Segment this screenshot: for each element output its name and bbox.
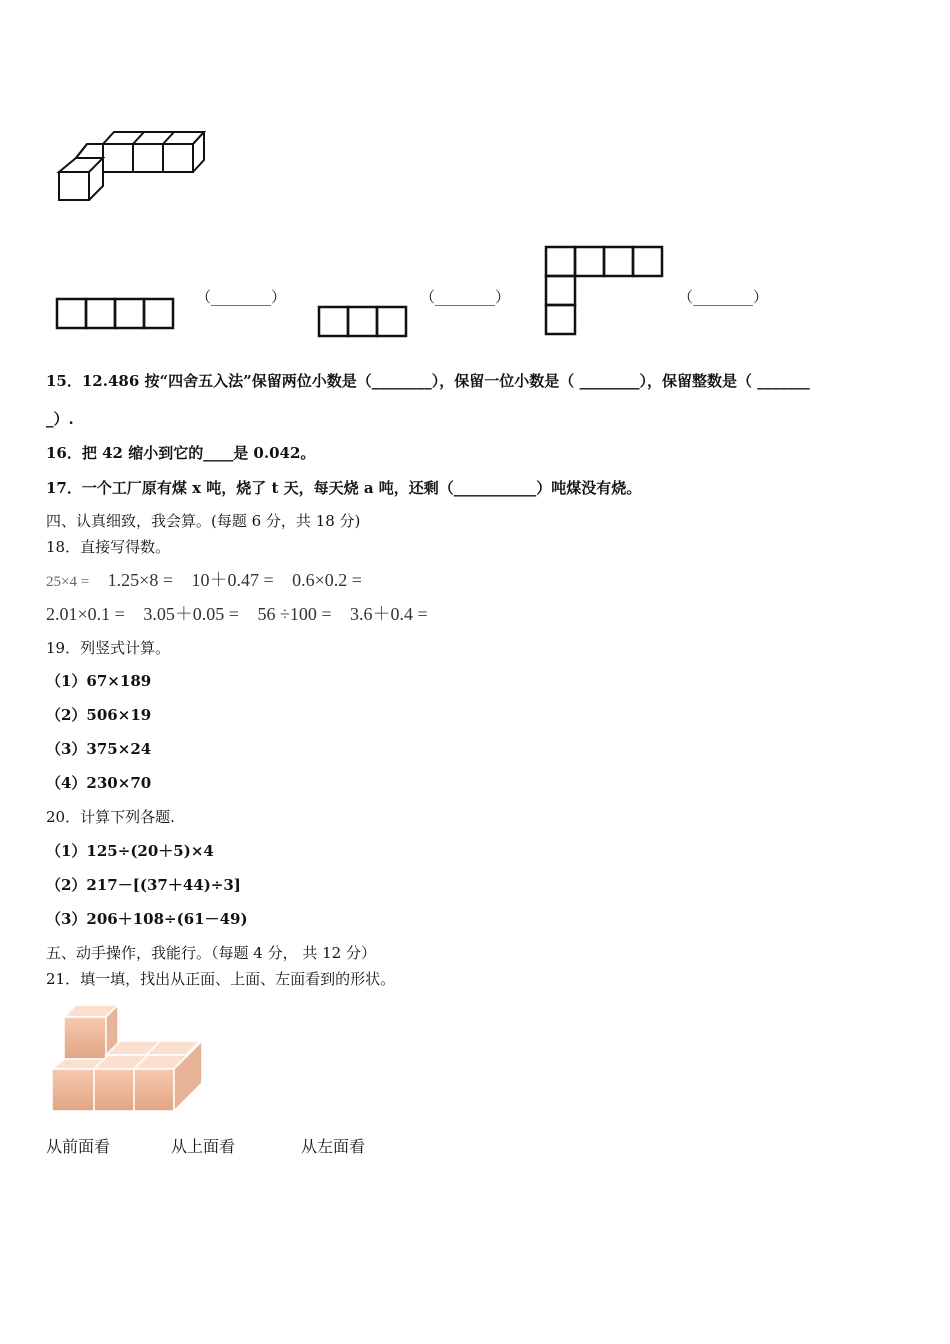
question-17: 17．一个工厂原有煤 x 吨，烧了 t 天，每天烧 a 吨，还剩（___________）吨煤没有烧。 <box>46 479 642 497</box>
q18-expr: 56 ÷100 = <box>257 604 332 624</box>
q19-item: （3）375×24 <box>46 740 152 758</box>
q18-expr: 1.25×8 = <box>107 570 173 590</box>
q20-item: （2）217－[(37＋44)÷3] <box>46 876 241 894</box>
label-top-view: 从上面看 <box>171 1137 236 1156</box>
view-shape-three-squares <box>318 306 410 338</box>
question-15-line1: 15．12.486 按“四舍五入法”保留两位小数是（________），保留一位小数是（ ________），保留整数是（ _______ <box>46 372 810 390</box>
q18-row-1 <box>46 566 376 592</box>
view-shape-four-squares <box>56 298 176 330</box>
blank-2: （________） <box>420 288 511 306</box>
question-20-title: 20．计算下列各题. <box>46 808 175 826</box>
cube-stack-figure <box>50 1003 206 1113</box>
question-21-title: 21．填一填，找出从正面、上面、左面看到的形状。 <box>46 970 396 988</box>
q18-row-2 <box>46 600 442 626</box>
question-19-title: 19．列竖式计算。 <box>46 639 171 657</box>
label-front-view: 从前面看 <box>46 1137 111 1156</box>
q20-item: （3）206＋108÷(61－49) <box>46 910 248 928</box>
q18-expr: 25×4 = <box>46 574 90 590</box>
question-18-title: 18．直接写得数。 <box>46 538 171 556</box>
q18-expr: 3.6＋0.4 = <box>350 604 428 624</box>
question-15-line2: _）. <box>46 410 74 428</box>
section-5-title: 五、动手操作，我能行。（每题 4 分， 共 12 分） <box>46 944 376 962</box>
question-16: 16．把 42 缩小到它的____是 0.042。 <box>46 444 316 462</box>
q19-item: （1）67×189 <box>46 672 152 690</box>
blank-3: （________） <box>678 288 769 306</box>
q19-item: （2）506×19 <box>46 706 152 724</box>
label-left-view: 从左面看 <box>301 1137 366 1156</box>
blank-1: （________） <box>196 288 287 306</box>
q18-expr: 2.01×0.1 = <box>46 604 125 624</box>
q18-expr: 10＋0.47 = <box>191 570 274 590</box>
section-4-title: 四、认真细致，我会算。(每题 6 分，共 18 分) <box>46 512 361 530</box>
q18-expr: 3.05＋0.05 = <box>143 604 239 624</box>
q19-item: （4）230×70 <box>46 774 152 792</box>
q18-expr: 0.6×0.2 = <box>292 570 362 590</box>
cube-figure-3d <box>56 128 206 204</box>
view-shape-l-squares <box>545 246 667 338</box>
q20-item: （1）125÷(20＋5)×4 <box>46 842 214 860</box>
